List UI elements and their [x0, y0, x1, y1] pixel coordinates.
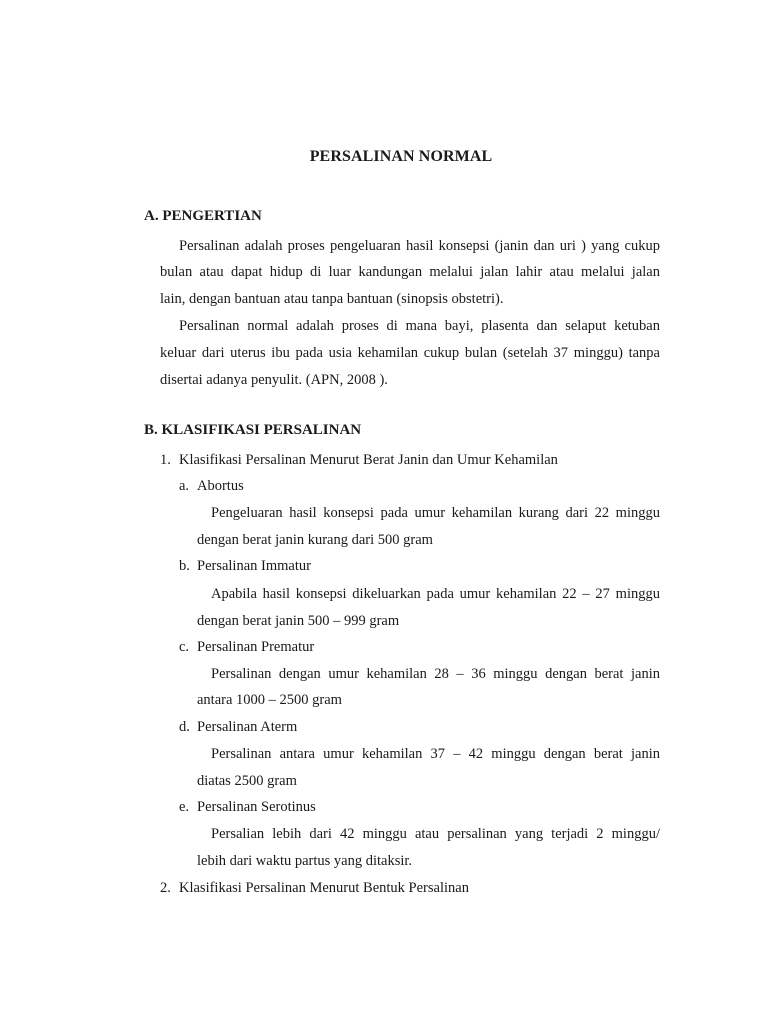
- sublist-desc: Apabila hasil konsepsi dikeluarkan pada umur kehamilan 22 – 27 minggu: [211, 586, 660, 602]
- sublist-desc: Persalinan dengan umur kehamilan 28 – 36 minggu dengan berat janin: [211, 666, 660, 682]
- section-a-heading: A. PENGERTIAN: [144, 208, 262, 224]
- sublist-desc: Persalinan antara umur kehamilan 37 – 42 minggu dengan berat janin: [211, 746, 660, 762]
- sublist-desc: diatas 2500 gram: [197, 773, 297, 789]
- sublist-label: Persalinan Prematur: [197, 639, 315, 655]
- sublist-letter: b.: [179, 558, 190, 574]
- page-title: PERSALINAN NORMAL: [309, 148, 493, 165]
- list-item-text: Klasifikasi Persalinan Menurut Bentuk Persalinan: [179, 880, 469, 896]
- paragraph-line: bulan atau dapat hidup di luar kandungan melalui jalan lahir atau melalui jalan: [160, 264, 660, 280]
- sublist-letter: e.: [179, 799, 190, 815]
- sublist-label: Persalinan Aterm: [197, 719, 298, 735]
- paragraph-line: keluar dari uterus ibu pada usia kehamilan cukup bulan (setelah 37 minggu) tanpa: [160, 345, 660, 361]
- sublist-label: Persalinan Serotinus: [197, 799, 316, 815]
- list-number: 1.: [160, 452, 171, 468]
- sublist-desc: lebih dari waktu partus yang ditaksir.: [197, 853, 413, 869]
- list-item-text: Klasifikasi Persalinan Menurut Berat Janin dan Umur Kehamilan: [179, 452, 558, 468]
- sublist-label: Persalinan Immatur: [197, 558, 311, 574]
- list-number: 2.: [160, 880, 171, 896]
- paragraph-line: lain, dengan bantuan atau tanpa bantuan (sinopsis obstetri).: [160, 291, 504, 307]
- sublist-letter: d.: [179, 719, 190, 735]
- sublist-desc: antara 1000 – 2500 gram: [197, 692, 342, 708]
- sublist-label: Abortus: [197, 478, 244, 494]
- sublist-desc: dengan berat janin 500 – 999 gram: [197, 613, 400, 629]
- sublist-letter: a.: [179, 478, 190, 494]
- section-b-heading: B. KLASIFIKASI PERSALINAN: [144, 422, 362, 438]
- paragraph-line: Persalinan adalah proses pengeluaran hasil konsepsi (janin dan uri ) yang cukup: [179, 238, 660, 254]
- paragraph-line: disertai adanya penyulit. (APN, 2008 ).: [160, 372, 388, 388]
- sublist-letter: c.: [179, 639, 190, 655]
- paragraph-line: Persalinan normal adalah proses di mana bayi, plasenta dan selaput ketuban: [179, 318, 660, 334]
- sublist-desc: dengan berat janin kurang dari 500 gram: [197, 532, 433, 548]
- sublist-desc: Pengeluaran hasil konsepsi pada umur kehamilan kurang dari 22 minggu: [211, 505, 660, 521]
- sublist-desc: Persalian lebih dari 42 minggu atau persalinan yang terjadi 2 minggu/: [211, 826, 660, 842]
